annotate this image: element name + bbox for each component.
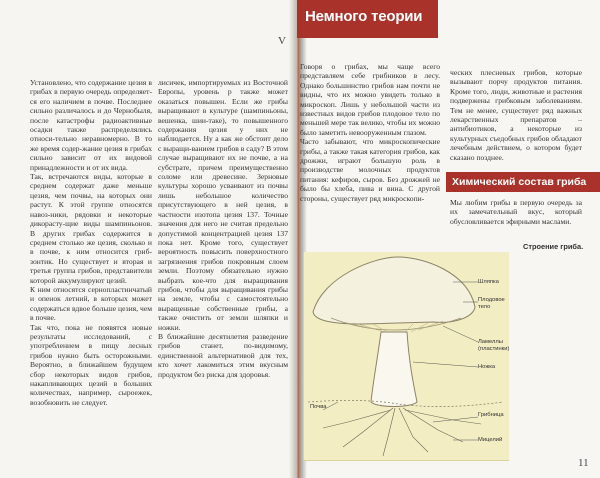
page-number: 11 xyxy=(578,457,589,469)
right-column-1: Говоря о грибах, мы чаще всего представляем себе грибников в лесу. Однако большинство грибов нам почти не видны, что их можно увидеть только в микроскоп. Лишь у небольшой части из известных видов грибов плодовое тело по меньшей мере так велико, чтобы их можно было заметить невооруженным глазом. Часто забывают, что микроскопические грибы, а также такая категория грибов, как дрожжи, играют большую роль в производстве молочных продуктов питания: кефиров, сыров. Без дрожжей не было бы хлеба, пива и вина. С другой стороны, существует ряд микроскопи- xyxy=(300,62,440,203)
label-soil: Почва xyxy=(310,404,327,410)
figure-caption: Строение гриба. xyxy=(523,242,584,251)
left-column-1: Установлено, что содержание цезия в грибах в первую очередь определяет-ся его наличием в почве. Последнее сильно различалось и до Чернобыля, после катастрофы радиоактивные осадки также распределялись относи-тельно неравномерно. В то же время содер-жание цезия в грибах сильно зависит от их видовой принадлежности и от их вида. Так, встречаются виды, которые в среднем содержат даже меньше цезия, чем почвы, на которых они растут. К этой группе относятся навоз-ники, рядовки и некоторые дикорасту-щие виды шампиньонов. В других грибах содержится в среднем столько же цезия, сколько и в почве, к ним относится гриб-зонтик. Но существует и вторая и третья группа грибов, представители которой аккумулируют цезий. К ним относятся сернопластинчатый и опенок летний, в которых может содержаться вдвое больше цезия, чем в почве. Так что, пока не появятся новые результаты исследований, с употреблением в пищу лесных грибов нужно быть осторожными. Вероятно, в ближайшем будущем сбор некоторых видов грибов, накапливающих цезий в больших количествах, например, сыроежек, возобновить не следует. xyxy=(30,78,152,407)
mycelium-lines xyxy=(323,408,481,456)
left-column-2: лисичек, импортируемых из Восточной Европы, уровень р также может оказаться повышен. Если же грибы выращивают в культуре (шампиньоны, вешенка, шии-таке), то повышенного содержания цезия у них не наблюдается. Ну а как же обстоит дело с выращи-ванием грибов в саду? В этом случае выращивают их не почве, а на субстрате, причем преимущественно соломе или древесине. Зерновые культуры хорошо усваивают из почвы лишь небольшое количество присутствующего в ней цезия, в частности изотопа цезия 137. Точные значения для него не считая предельно допустимой концентрацией цезия 137 пока нет. Кроме того, существует вероятность повысить поверхностного загрязнения грибов покровным слоем земли. Поэтому обязательно нужно выбрать кое-что для выращивания грибов, чтобы для выращивания грибы на земле, чтобы с самостоятельно выращенные собственные грибы, а также очистить от земли шляпки и ножки. В ближайшие десятилетия разведение грибов станет, по-видимому, единственной альтернативой для тех, кто хочет лакомиться этим вкусным продуктом без риска для здоровья. xyxy=(158,78,288,379)
section-title: Химический состав гриба xyxy=(452,176,587,188)
label-mycelium: Мицелий xyxy=(478,437,503,443)
page-title: Немного теории xyxy=(305,8,423,25)
label-cap: Шляпка xyxy=(478,279,499,285)
label-stem: Ножка xyxy=(478,364,496,370)
right-column-2b: Мы любим грибы в первую очередь за их замечательный вкус, который обусловливается эфирными маслами. xyxy=(450,198,582,226)
cap-shape xyxy=(313,257,475,324)
stem-shape xyxy=(371,332,417,407)
left-page-marker: V xyxy=(278,35,286,47)
label-fruiting-body: Плодовое тело xyxy=(478,297,505,310)
label-gills: Ламеллы (пластинки) xyxy=(478,339,510,352)
label-mycelium-strand: Грибница xyxy=(478,412,504,418)
right-column-2: ческих плесневых грибов, которые вызывают порчу продуктов питания. Кроме того, люди, животные и растения подвержены грибковым заболеваниям. Тем не менее, существует ряд важных лекарственных препаратов – антибиотиков, а некоторые из культурных съедобных грибов обладают лечебным действием, о котором будет сказано позднее. xyxy=(450,68,582,162)
